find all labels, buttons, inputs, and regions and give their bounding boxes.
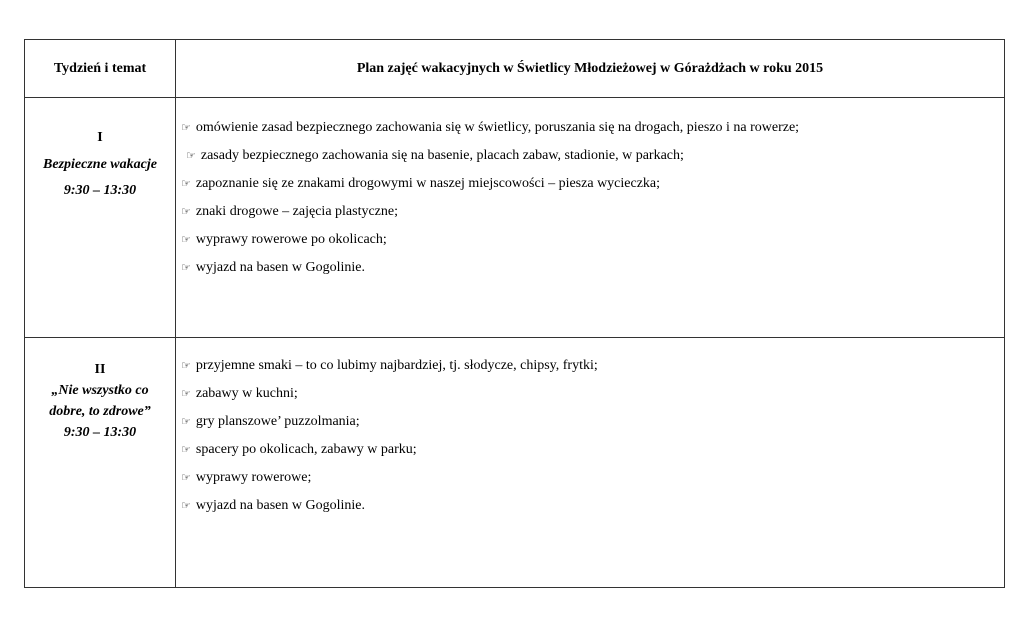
- pointing-hand-icon: ☞: [181, 177, 191, 190]
- pointing-hand-icon: ☞: [186, 149, 196, 162]
- activity-text: znaki drogowe – zajęcia plastyczne;: [195, 204, 398, 219]
- activity-text: zasady bezpiecznego zachowania się na basenie, placach zabaw, stadionie, w parkach;: [200, 148, 684, 163]
- pointing-hand-icon: ☞: [181, 233, 191, 246]
- activity-item: [181, 492, 1004, 520]
- header-row: [25, 40, 1005, 98]
- activity-text: omówienie zasad bezpiecznego zachowania się w świetlicy, poruszania się na drogach, pieszo i na rowerze;: [195, 120, 800, 135]
- pointing-hand-icon: ☞: [181, 359, 191, 372]
- activity-text: zabawy w kuchni;: [195, 386, 298, 401]
- activity-item: [181, 198, 1004, 226]
- header-week-topic: Tydzień i temat: [25, 40, 176, 98]
- activity-text: przyjemne smaki – to co lubimy najbardziej, tj. słodycze, chipsy, frytki;: [195, 358, 598, 373]
- week-topic: „Nie wszystko co dobre, to zdrowe”: [49, 383, 151, 419]
- activity-text: zapoznanie się ze znakami drogowymi w naszej miejscowości – piesza wycieczka;: [195, 176, 661, 191]
- week-row: [25, 338, 1005, 588]
- activities-cell: [176, 338, 1005, 588]
- week-time: 9:30 – 13:30: [63, 425, 137, 440]
- pointing-hand-icon: ☞: [181, 205, 191, 218]
- activity-item: [181, 352, 1004, 380]
- activity-item: [181, 114, 1004, 142]
- activity-list: [176, 98, 1004, 282]
- week-info-cell: [25, 338, 176, 588]
- week-number: II: [94, 362, 106, 377]
- activity-item: [181, 380, 1004, 408]
- activity-text: wyprawy rowerowe po okolicach;: [195, 232, 387, 247]
- pointing-hand-icon: ☞: [181, 471, 191, 484]
- week-topic: Bezpieczne wakacje: [43, 157, 157, 172]
- pointing-hand-icon: ☞: [181, 387, 191, 400]
- activity-item: [181, 254, 1004, 282]
- activity-item: [181, 436, 1004, 464]
- pointing-hand-icon: ☞: [181, 121, 191, 134]
- week-time: 9:30 – 13:30: [63, 183, 137, 198]
- activity-item: [181, 226, 1004, 254]
- schedule-table: [24, 39, 1005, 588]
- week-number: I: [97, 130, 103, 145]
- header-plan-title: Plan zajęć wakacyjnych w Świetlicy Młodzieżowej w Górażdżach w roku 2015: [176, 40, 1005, 98]
- activity-text: wyjazd na basen w Gogolinie.: [195, 260, 365, 275]
- pointing-hand-icon: ☞: [181, 415, 191, 428]
- pointing-hand-icon: ☞: [181, 499, 191, 512]
- activity-item: [181, 170, 1004, 198]
- week-info-cell: [25, 98, 176, 338]
- activity-text: spacery po okolicach, zabawy w parku;: [195, 442, 417, 457]
- pointing-hand-icon: ☞: [181, 261, 191, 274]
- activity-text: wyprawy rowerowe;: [195, 470, 312, 485]
- activity-text: wyjazd na basen w Gogolinie.: [195, 498, 365, 513]
- activity-item: [181, 142, 1004, 170]
- activity-list: [176, 338, 1004, 520]
- pointing-hand-icon: ☞: [181, 443, 191, 456]
- activity-item: [181, 408, 1004, 436]
- week-row: [25, 98, 1005, 338]
- activity-text: gry planszowe’ puzzolmania;: [195, 414, 360, 429]
- activities-cell: [176, 98, 1005, 338]
- activity-item: [181, 464, 1004, 492]
